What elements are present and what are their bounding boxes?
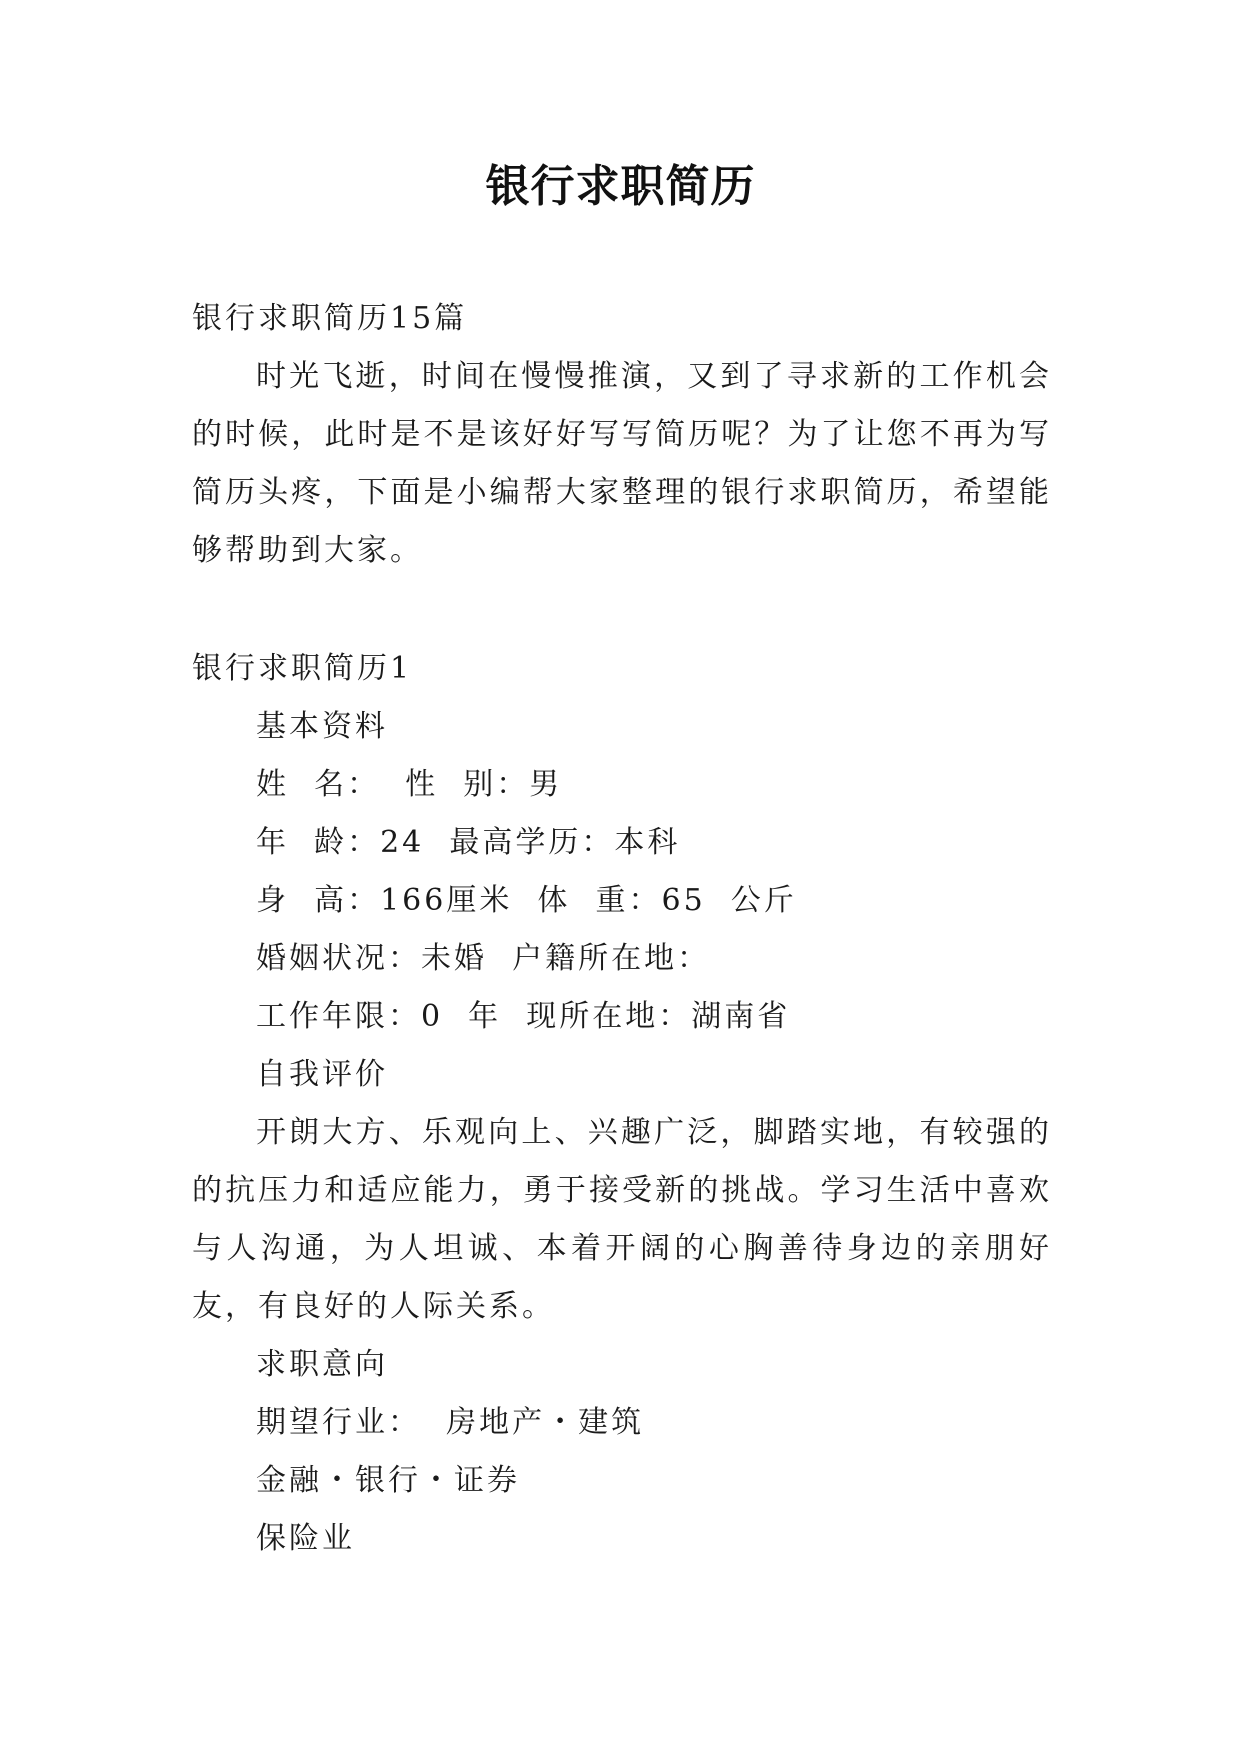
basic-info-line: 工作年限：0 年 现所在地：湖南省: [256, 999, 791, 1034]
self-eval-heading: 自我评价: [256, 1057, 388, 1092]
basic-info-line: 年 龄：24 最高学历：本科: [256, 825, 681, 860]
job-intent-line: 金融・银行・证券: [256, 1463, 520, 1498]
intro-paragraph: 时光飞逝，时间在慢慢推演，又到了寻求新的工作机会的时候，此时是不是该好好写写简历呢？为了让您不再为写简历头疼，下面是小编帮大家整理的银行求职简历，希望能够帮助到大家。: [192, 359, 1052, 568]
job-intent-heading: 求职意向: [256, 1347, 388, 1382]
section-spacer: [192, 580, 1052, 640]
job-intent-line: 保险业: [256, 1521, 355, 1556]
basic-info-line: 婚姻状况：未婚 户籍所在地：: [256, 941, 711, 976]
section-heading: 银行求职简历1: [192, 651, 413, 686]
self-eval-paragraph: 开朗大方、乐观向上、兴趣广泛，脚踏实地，有较强的的抗压力和适应能力，勇于接受新的挑战。学习生活中喜欢与人沟通，为人坦诚、本着开阔的心胸善待身边的亲朋好友，有良好的人际关系。: [192, 1115, 1052, 1324]
document-body: [192, 290, 1052, 1568]
job-intent-line: 期望行业： 房地产・建筑: [256, 1405, 645, 1440]
document-title: 银行求职简历: [485, 161, 756, 212]
basic-info-line: 姓 名： 性 别：男: [256, 767, 563, 802]
document-subtitle: 银行求职简历15篇: [192, 301, 468, 336]
basic-info-line: 身 高：166厘米 体 重：65 公斤: [256, 883, 797, 918]
basic-info-heading: 基本资料: [256, 709, 388, 744]
